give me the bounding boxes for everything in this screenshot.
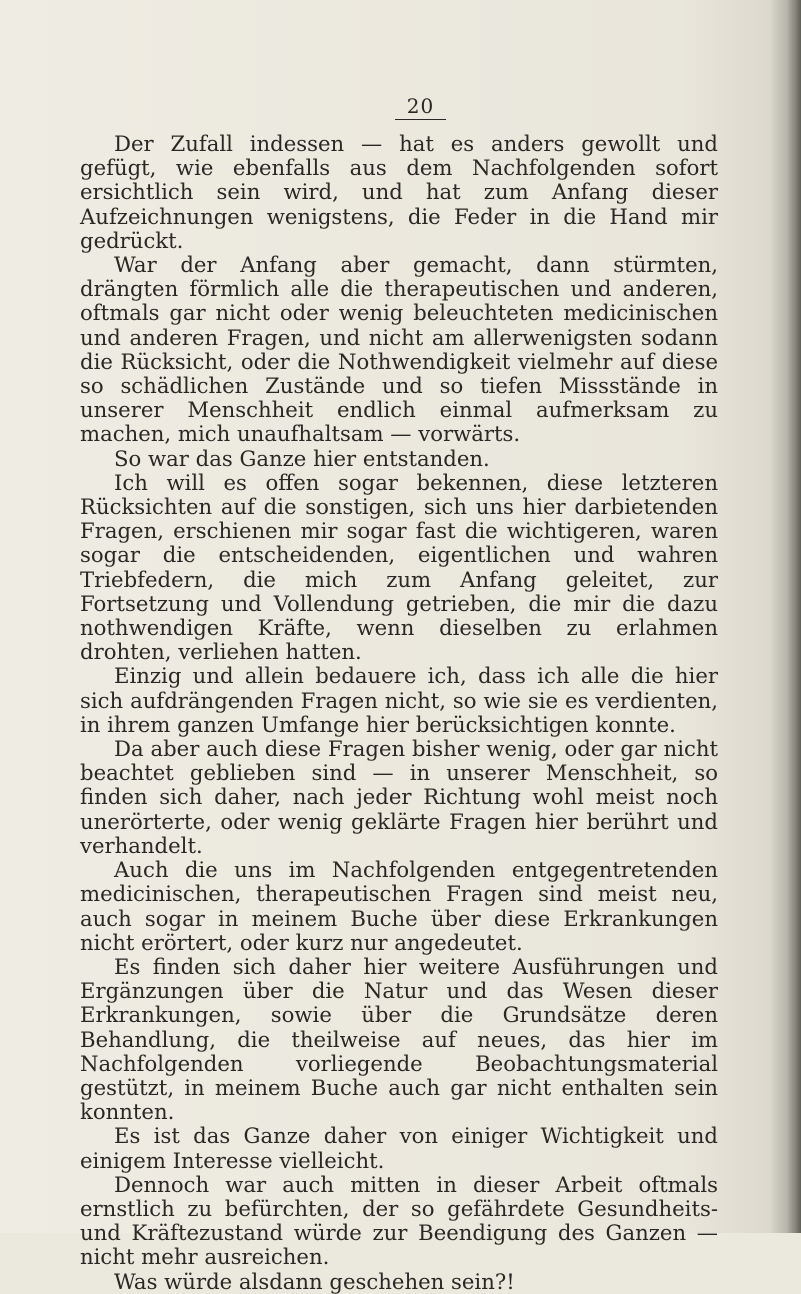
paragraph-7: Auch die uns im Nachfolgenden entgegentretenden medicinischen, therapeutischen Fragen sind meist neu, auch sogar in meinem Buche über diese Erkrankungen nicht erörtert, oder kurz nur angedeutet. <box>80 857 718 955</box>
page-number-header <box>0 94 801 120</box>
page-number: 20 <box>395 95 446 120</box>
paragraph-8: Es finden sich daher hier weitere Ausführungen und Ergänzungen über die Natur und das Wesen dieser Erkrankungen, sowie über die Grundsätze deren Behandlung, die theilweise auf neues, das hier im Nachfolgenden vorliegende Beobachtungsmaterial gestützt, in meinem Buche auch gar nicht enthalten sein konnten. <box>80 953 718 1125</box>
paragraph-9: Es ist das Ganze daher von einiger Wichtigkeit und einigem Interesse vielleicht. <box>80 1123 718 1173</box>
page-edge-shadow <box>787 0 801 1233</box>
paragraph-6: Da aber auch diese Fragen bisher wenig, oder gar nicht beachtet geblieben sind — in unserer Menschheit, so finden sich daher, nach jeder Richtung wohl meist noch unerörterte, oder wenig geklärte Fragen hier berührt und verhandelt. <box>80 736 718 858</box>
paragraph-2: War der Anfang aber gemacht, dann stürmten, drängten förmlich alle die therapeutischen und anderen, oftmals gar nicht oder wenig beleuchteten medicinischen und anderen Fragen, und nicht am allerwenigsten sodann die Rücksicht, oder die Nothwendigkeit vielmehr auf diese so schädlichen Zustände und so tiefen Missstände in unserer Menschheit endlich einmal aufmerksam zu machen, mich unaufhaltsam — vorwärts. <box>80 252 718 447</box>
body-text <box>80 132 718 1294</box>
paragraph-3: So war das Ganze hier entstanden. <box>114 445 490 471</box>
paragraph-1: Der Zufall indessen — hat es anders gewollt und gefügt, wie ebenfalls aus dem Nachfolgenden sofort ersichtlich sein wird, und hat zum Anfang dieser Aufzeichnungen wenigstens, die Feder in die Hand mir gedrückt. <box>80 131 718 253</box>
paragraph-10: Dennoch war auch mitten in dieser Arbeit oftmals ernstlich zu befürchten, der so gefährdete Gesundheits- und Kräftezustand würde zur Beendigung des Ganzen — nicht mehr ausreichen. <box>80 1171 718 1270</box>
paragraph-11: Was würde alsdann geschehen sein?! <box>114 1268 515 1294</box>
paragraph-4: Ich will es offen sogar bekennen, diese letzteren Rücksichten auf die sonstigen, sich uns hier darbietenden Fragen, erschienen mir sogar fast die wichtigeren, waren sogar die entscheidenden, eigentlichen und wahren Triebfedern, die mich zum Anfang geleitet, zur Fortsetzung und Vollendung getrieben, die mir die dazu nothwendigen Kräfte, wenn dieselben zu erlahmen drohten, verliehen hatten. <box>80 469 718 665</box>
paragraph-5: Einzig und allein bedauere ich, dass ich alle die hier sich aufdrängenden Fragen nicht, so wie sie es verdienten, in ihrem ganzen Umfange hier berücksichtigen konnte. <box>80 663 718 737</box>
